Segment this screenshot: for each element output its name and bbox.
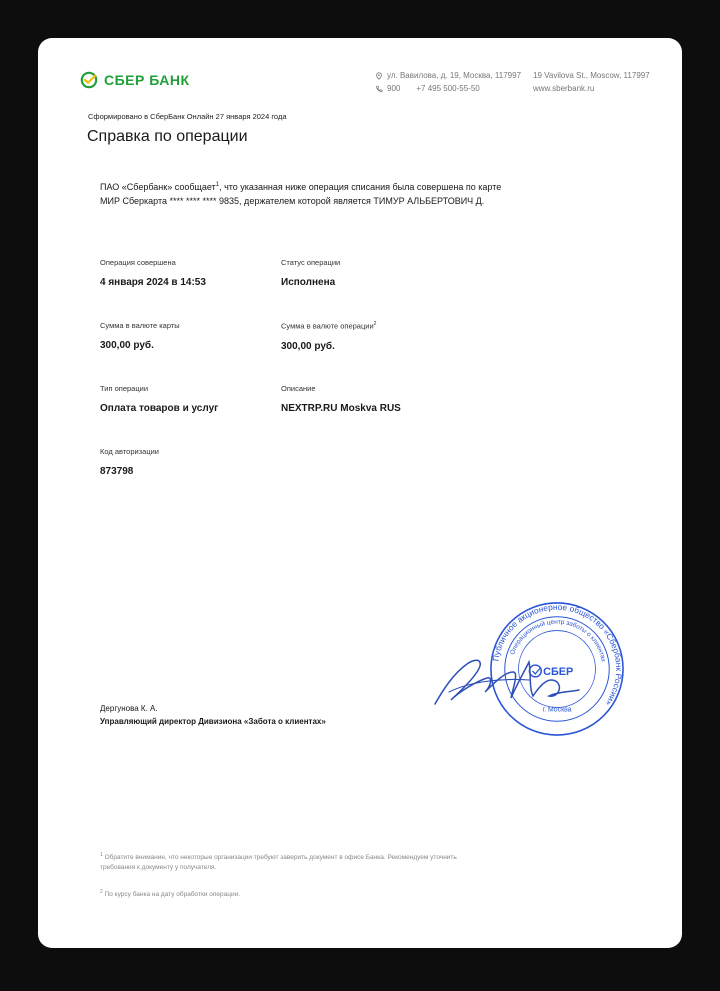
stamp-inner-text: Операционный центр заботы о клиентах bbox=[509, 618, 607, 663]
footnote-1-mark: 1 bbox=[100, 852, 103, 858]
address-en: 19 Vavilova St., Moscow, 117997 bbox=[533, 71, 650, 80]
sber-logo bbox=[80, 71, 190, 89]
formed-line: Сформировано в СберБанк Онлайн 27 января 2024 года bbox=[88, 112, 287, 121]
description-value: NEXTRP.RU Moskva RUS bbox=[281, 403, 401, 414]
logo-text: СБЕР БАНК bbox=[104, 72, 190, 88]
field-status bbox=[281, 258, 340, 288]
signer-role: Управляющий директор Дивизиона «Забота о клиентах» bbox=[100, 717, 326, 726]
sber-logo-icon bbox=[80, 71, 98, 89]
status-value: Исполнена bbox=[281, 277, 336, 288]
phone-short: 900 bbox=[387, 84, 401, 93]
field-operation-amount bbox=[281, 321, 376, 352]
document-sheet bbox=[38, 38, 682, 948]
operation-date-label: Операция совершена bbox=[100, 258, 176, 267]
phone-full: +7 495 500-55-50 bbox=[416, 84, 480, 93]
description-label: Описание bbox=[281, 384, 316, 393]
address-ru: ул. Вавилова, д. 19, Москва, 117997 bbox=[387, 71, 522, 80]
page-title: Справка по операции bbox=[87, 128, 248, 145]
footnote-2-mark: 2 bbox=[100, 889, 103, 896]
operation-amount-value: 300,00 руб. bbox=[281, 340, 335, 352]
auth-code-value: 873798 bbox=[100, 466, 134, 477]
footnotes bbox=[100, 850, 470, 900]
signer-name: Дергунова К. А. bbox=[100, 704, 158, 713]
field-card-amount bbox=[100, 321, 180, 351]
intro-part1: ПАО «Сбербанк» сообщает bbox=[100, 182, 216, 192]
intro-part2: , что указанная ниже операция списания была совершена по карте МИР Сберкарта **** **** **** 9835, держателем которой является ТИМУР АЛЬБЕРТОВИЧ Д. bbox=[100, 182, 502, 206]
operation-amount-footnote-mark: 2 bbox=[373, 321, 377, 327]
location-pin-icon bbox=[375, 72, 383, 80]
signer-block bbox=[100, 702, 326, 728]
field-description bbox=[281, 384, 401, 414]
footnote-1 bbox=[100, 850, 470, 873]
footnote-2-text: По курсу банка на дату обработки операции. bbox=[104, 891, 241, 899]
stamp-outer-text: Публичное акционерное общество «Сбербанк России» bbox=[490, 601, 625, 708]
intro-footnote-mark: 1 bbox=[215, 182, 220, 188]
field-operation-date bbox=[100, 258, 206, 288]
website-link[interactable]: www.sberbank.ru bbox=[533, 84, 595, 93]
intro-paragraph bbox=[100, 178, 520, 208]
signature bbox=[429, 642, 619, 712]
status-label: Статус операции bbox=[281, 258, 341, 267]
operation-type-value: Оплата товаров и услуг bbox=[100, 403, 219, 414]
card-amount-label: Сумма в валюте карты bbox=[100, 321, 180, 330]
operation-amount-label-row bbox=[281, 321, 376, 331]
stamp-center-text: СБЕР bbox=[543, 665, 574, 678]
operation-date-value: 4 января 2024 в 14:53 bbox=[100, 277, 206, 288]
stamp-city: г. Москва bbox=[542, 706, 572, 714]
footnote-2 bbox=[100, 887, 470, 900]
operation-type-label: Тип операции bbox=[100, 384, 149, 393]
contacts-en bbox=[533, 69, 650, 95]
phone-icon bbox=[375, 85, 383, 93]
card-amount-value: 300,00 руб. bbox=[100, 340, 154, 351]
field-operation-type bbox=[100, 384, 218, 414]
field-auth-code bbox=[100, 447, 159, 477]
operation-amount-label: Сумма в валюте операции bbox=[281, 321, 374, 331]
footnote-1-text: Обратите внимание, что некоторые организации требуют заверить документ в офисе Банка. Рекомендуем уточнить требования к документу у получателя. bbox=[100, 854, 457, 872]
auth-code-label: Код авторизации bbox=[100, 447, 159, 456]
contacts-ru bbox=[375, 69, 521, 95]
